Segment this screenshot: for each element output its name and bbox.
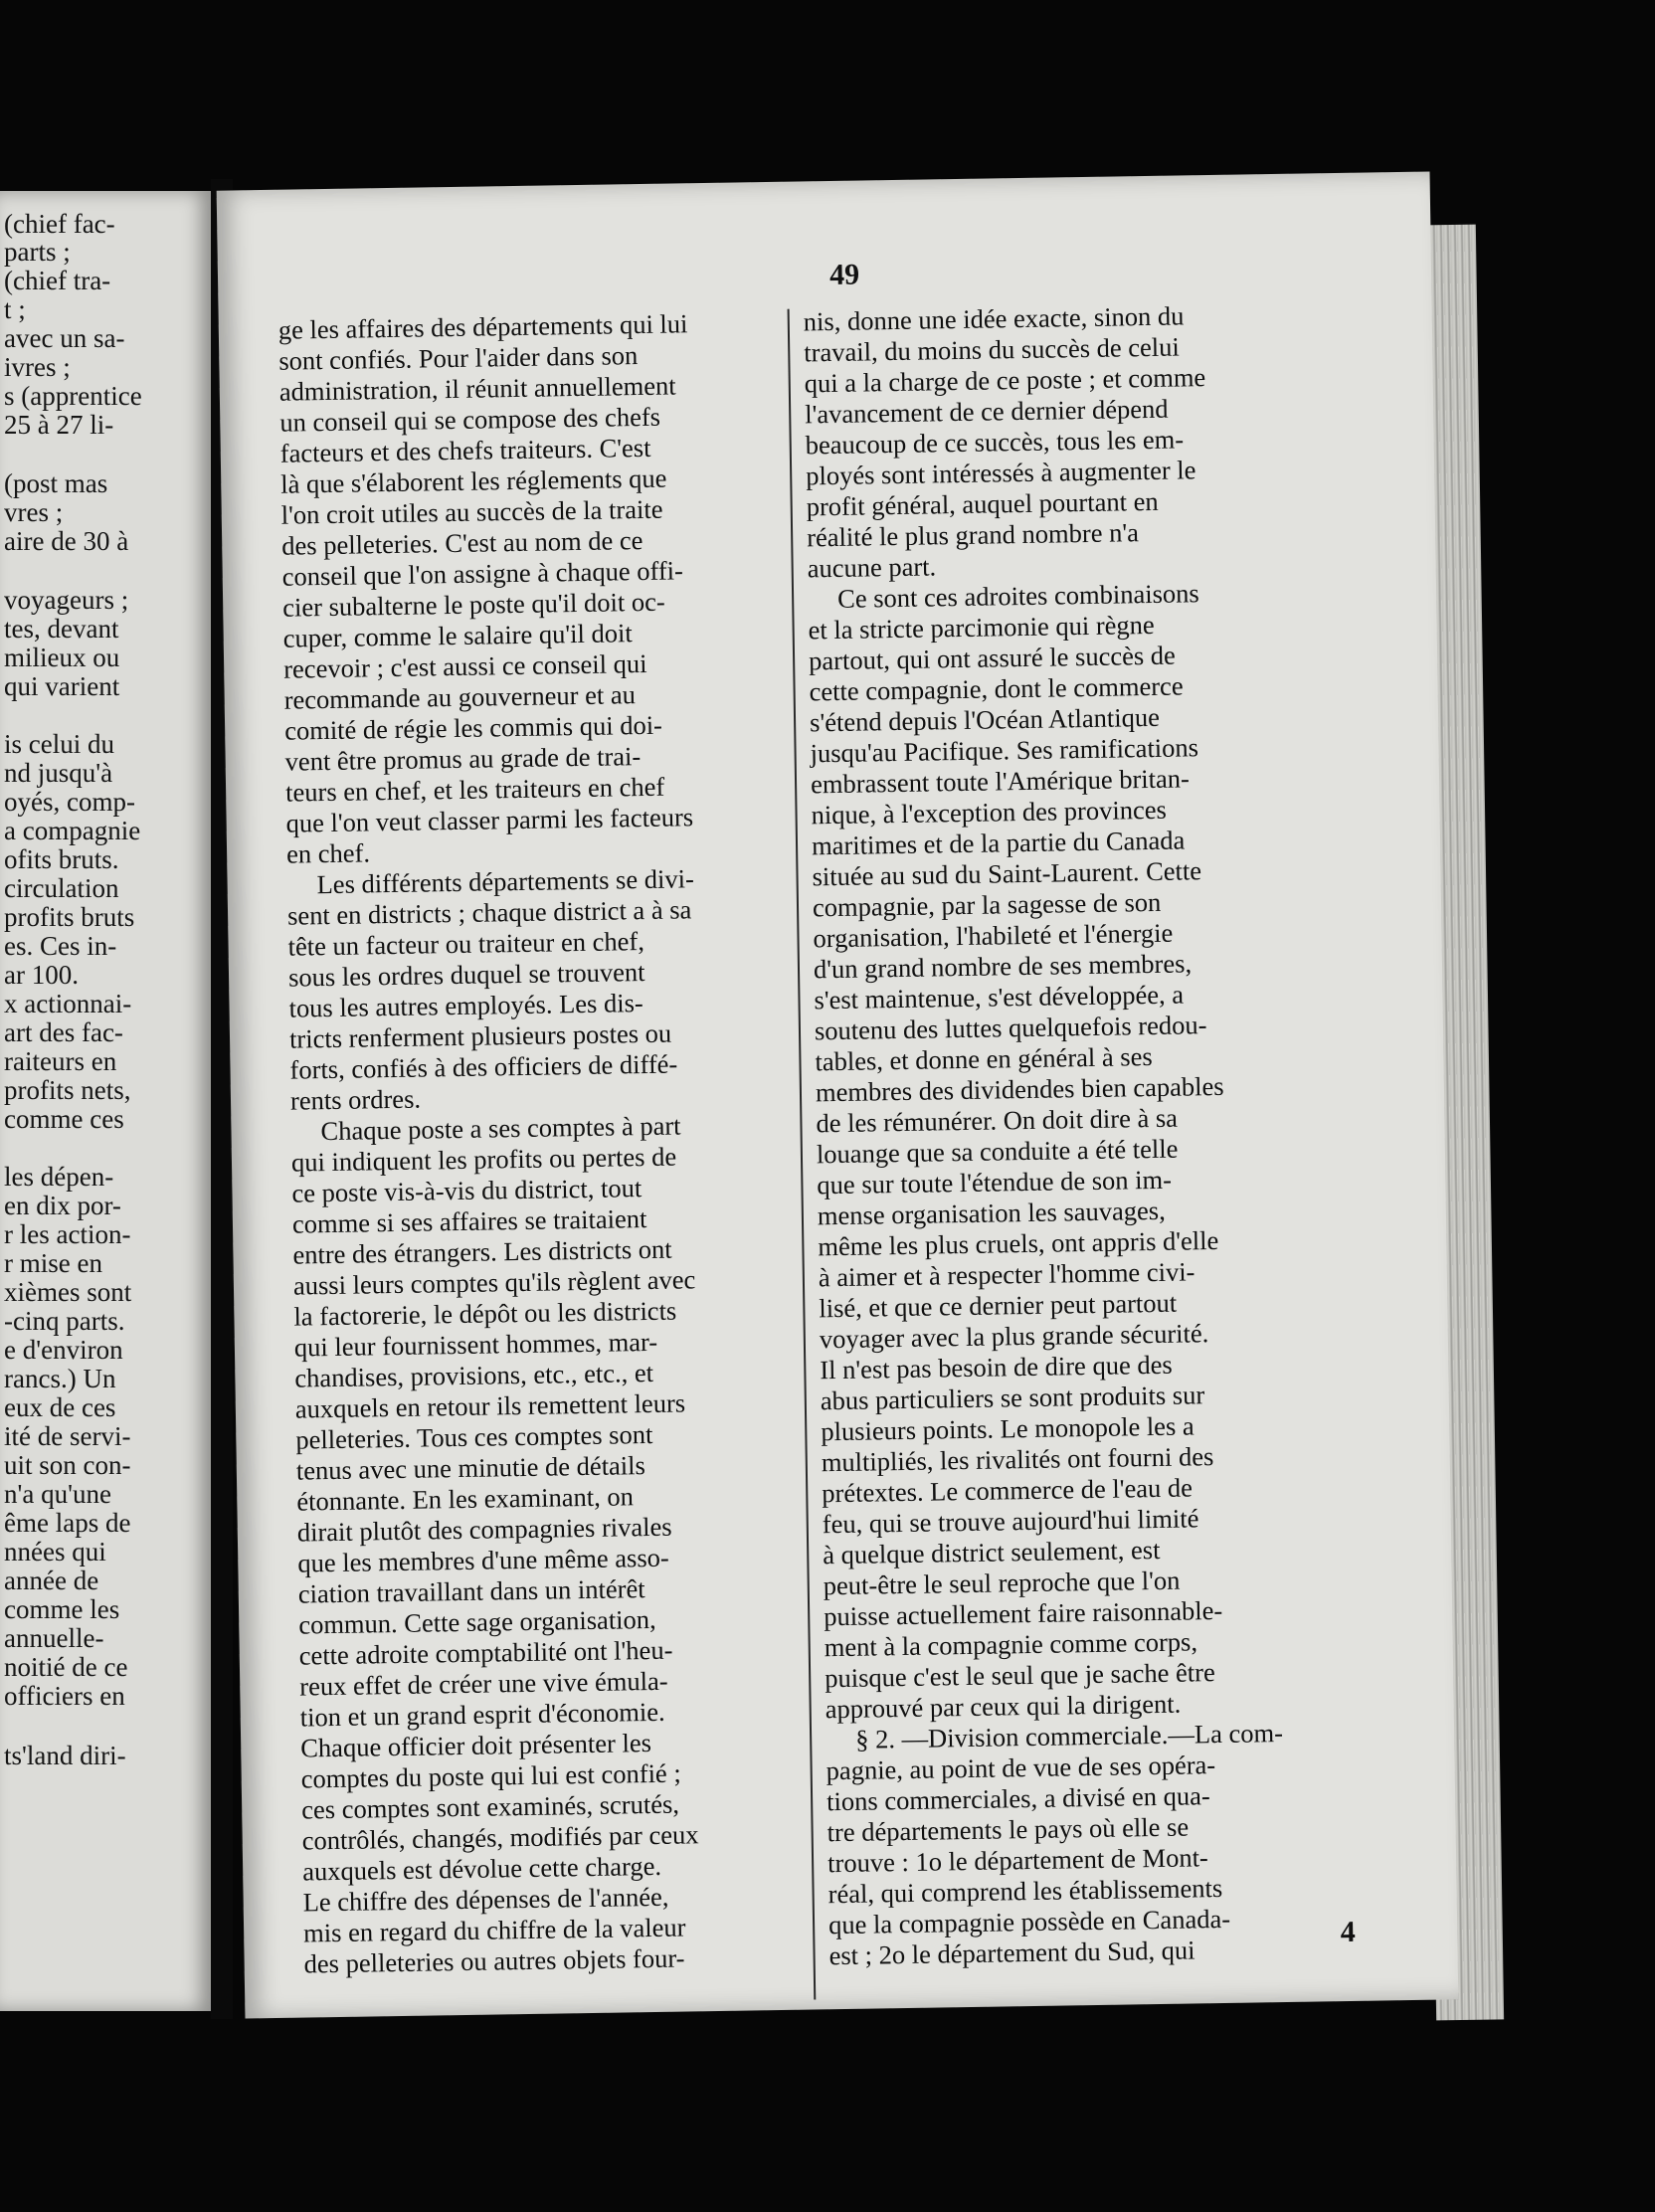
text-line: sous les ordres duquel se trouvent: [287, 957, 645, 993]
left-page-line: -cinq parts.: [4, 1306, 125, 1336]
left-page-line: nd jusqu'à: [4, 758, 113, 788]
left-page-line: es. Ces in-: [4, 931, 117, 961]
left-page-line: a compagnie: [4, 816, 141, 845]
text-line: ployés sont intéressés à augmenter le: [805, 455, 1196, 491]
text-line: l'avancement de ce dernier dépend: [805, 393, 1169, 430]
left-page-line: rancs.) Un: [4, 1364, 116, 1393]
text-line: facteurs et des chefs traiteurs. C'est: [279, 432, 651, 468]
text-line: membres des dividendes bien capables: [815, 1070, 1224, 1108]
left-page-line: année de: [4, 1566, 99, 1595]
text-line: située au sud du Saint-Laurent. Cette: [812, 855, 1202, 892]
left-page-line: ar 100.: [4, 960, 79, 990]
text-line: forts, confiés à des officiers de diffé-: [289, 1048, 678, 1085]
text-line: conseil que l'on assigne à chaque offi-: [281, 555, 684, 592]
text-line: réalité le plus grand nombre n'a: [806, 517, 1140, 553]
text-line: prétextes. Le commerce de l'eau de: [822, 1472, 1194, 1509]
text-line: la factorerie, le dépôt ou les districts: [293, 1295, 677, 1332]
left-page-line: 25 à 27 li-: [4, 410, 114, 440]
text-line: et la stricte parcimonie qui règne: [808, 609, 1155, 645]
text-line: s'est maintenue, s'est développée, a: [814, 979, 1185, 1015]
text-line: en chef.: [285, 837, 371, 869]
text-line: pagnie, au point de vue de ses opéra-: [826, 1750, 1216, 1786]
text-line: qui leur fournissent hommes, mar-: [293, 1326, 658, 1363]
text-line: organisation, l'habileté et l'énergie: [813, 917, 1174, 954]
text-line: rents ordres.: [289, 1083, 422, 1116]
text-line: l'on croit utiles au succès de la traite: [280, 493, 663, 530]
text-line: là que s'élaborent les réglements que: [280, 462, 667, 499]
left-page-line: qui varient: [4, 671, 120, 701]
left-page-line: ofits bruts.: [4, 844, 119, 874]
text-line: Ce sont ces adroites combinaisons: [836, 578, 1199, 614]
text-line: ge les affaires des départements qui lui: [277, 308, 688, 345]
left-facing-page: [0, 191, 211, 2011]
text-line: tables, et donne en général à ses: [815, 1041, 1153, 1077]
text-line: Chaque officier doit présenter les: [300, 1728, 652, 1763]
text-line: cier subalterne le poste qu'il doit oc-: [281, 586, 665, 623]
text-line: que sur toute l'étendue de son im-: [817, 1164, 1173, 1200]
text-line: auxquels est dévolue cette charge.: [301, 1850, 662, 1887]
left-page-line: x actionnai-: [4, 989, 132, 1018]
left-page-line: is celui du: [4, 729, 114, 759]
left-page-line: r les action-: [4, 1219, 131, 1249]
left-page-line: vres ;: [4, 497, 64, 527]
text-line: ment à la compagnie comme corps,: [824, 1626, 1198, 1663]
text-line: à aimer et à respecter l'homme civi-: [818, 1256, 1195, 1293]
text-column-left: [278, 307, 800, 1980]
text-line: § 2. —Division commerciale.—La com-: [854, 1718, 1284, 1754]
text-line: administration, il réunit annuellement: [278, 370, 676, 407]
left-page-line: en dix por-: [4, 1191, 121, 1220]
left-page-line: t ;: [4, 294, 26, 324]
text-line: beaucoup de ce succès, tous les em-: [805, 424, 1185, 461]
text-line: comme si ses affaires se traitaient: [291, 1203, 647, 1239]
left-page-line: officiers en: [4, 1681, 125, 1711]
text-line: maritimes et de la partie du Canada: [811, 825, 1186, 861]
text-line: cette compagnie, dont le commerce: [809, 670, 1184, 707]
text-line: qui indiquent les profits ou pertes de: [290, 1141, 677, 1178]
text-line: auxquels en retour ils remettent leurs: [294, 1387, 686, 1424]
text-line: plusieurs points. Le monopole les a: [821, 1410, 1195, 1447]
text-line: tous les autres employés. Les dis-: [288, 988, 644, 1023]
text-line: un conseil qui se compose des chefs: [279, 401, 661, 438]
text-line: Chaque poste a ses comptes à part: [320, 1110, 681, 1147]
text-line: mis en regard du chiffre de la valeur: [302, 1912, 686, 1948]
text-line: que l'on veut classer parmi les facteurs: [285, 802, 694, 838]
text-line: qui a la charge de ce poste ; et comme: [804, 362, 1206, 399]
text-line: Le chiffre des dépenses de l'année,: [302, 1881, 669, 1918]
text-line: étonnante. En les examinant, on: [296, 1481, 635, 1517]
text-line: d'un grand nombre de ses membres,: [813, 948, 1193, 985]
text-line: abus particuliers se sont produits sur: [820, 1380, 1205, 1416]
page-number: 49: [828, 258, 860, 292]
left-page-line: profits bruts: [4, 902, 135, 932]
text-line: même les plus cruels, ont appris d'elle: [818, 1224, 1219, 1262]
text-line: aussi leurs comptes qu'ils règlent avec: [292, 1264, 696, 1301]
left-page-line: ité de servi-: [4, 1421, 131, 1451]
left-page-line: comme ces: [4, 1104, 124, 1134]
text-line: que la compagnie possède en Canada-: [828, 1903, 1231, 1940]
text-line: voyager avec la plus grande sécurité.: [819, 1318, 1209, 1355]
left-page-line: les dépen-: [4, 1162, 114, 1192]
text-line: mense organisation les sauvages,: [817, 1195, 1166, 1231]
text-line: approuvé par ceux qui la dirigent.: [825, 1688, 1182, 1725]
text-line: aucune part.: [807, 551, 937, 584]
text-line: commun. Cette sage organisation,: [298, 1603, 656, 1640]
text-line: de les rémunérer. On doit dire à sa: [816, 1102, 1179, 1139]
text-line: sont confiés. Pour l'aider dans son: [278, 340, 639, 376]
text-line: vent être promus au grade de trai-: [284, 741, 642, 777]
left-page-line: avec un sa-: [4, 323, 125, 353]
left-page-line: n'a qu'une: [4, 1479, 111, 1509]
left-page-line: xièmes sont: [4, 1277, 132, 1307]
text-line: recommande au gouverneur et au: [283, 679, 637, 715]
text-line: entre des étrangers. Les districts ont: [292, 1233, 672, 1270]
text-line: pelleteries. Tous ces comptes sont: [295, 1418, 653, 1455]
text-line: tête un facteur ou traiteur en chef,: [287, 926, 645, 962]
text-line: soutenu des luttes quelquefois redou-: [814, 1010, 1207, 1046]
text-line: tion et un grand esprit d'économie.: [299, 1696, 665, 1733]
text-line: recevoir ; c'est aussi ce conseil qui: [282, 647, 647, 684]
text-line: louange que sa conduite a été telle: [816, 1133, 1179, 1170]
text-line: puisque c'est le seul que je sache être: [824, 1657, 1215, 1694]
left-page-line: raiteurs en: [4, 1046, 117, 1076]
text-line: partout, qui ont assuré le succès de: [808, 640, 1177, 676]
left-page-line: (chief tra-: [4, 266, 111, 295]
text-line: tenus avec une minutie de détails: [295, 1450, 646, 1486]
text-line: des pelleteries ou autres objets four-: [303, 1942, 685, 1979]
text-line: ces comptes sont examinés, scrutés,: [300, 1788, 680, 1825]
text-line: comité de régie les commis qui doi-: [283, 709, 663, 746]
left-page-line: circulation: [4, 873, 119, 903]
left-page-line: parts ;: [4, 237, 71, 267]
text-line: embrassent toute l'Amérique britan-: [810, 763, 1191, 800]
left-page-line: tes, devant: [4, 614, 119, 644]
left-page-line: uit son con-: [4, 1450, 131, 1480]
right-page: [217, 172, 1459, 2019]
text-line: réal, qui comprend les établissements: [828, 1873, 1223, 1910]
text-line: cette adroite comptabilité ont l'heu-: [298, 1634, 673, 1671]
text-line: teurs en chef, et les traiteurs en chef: [284, 771, 665, 808]
text-line: des pelleteries. C'est au nom de ce: [281, 525, 644, 561]
text-line: peut-être le seul reproche que l'on: [823, 1565, 1181, 1601]
text-line: ciation travaillant dans un intérêt: [297, 1573, 645, 1609]
text-line: multipliés, les rivalités ont fourni des: [821, 1441, 1214, 1478]
left-page-line: milieux ou: [4, 643, 120, 672]
left-page-line: art des fac-: [4, 1017, 123, 1047]
text-line: jusqu'au Pacifique. Ses ramifications: [810, 732, 1199, 769]
left-page-line: voyageurs ;: [4, 585, 129, 615]
text-line: tricts renferment plusieurs postes ou: [288, 1017, 672, 1054]
text-line: que les membres d'une même asso-: [297, 1542, 669, 1578]
left-page-line: noitié de ce: [4, 1652, 128, 1682]
text-line: Les différents départements se divi-: [316, 863, 695, 900]
left-page-line: aire de 30 à: [4, 526, 129, 556]
left-page-line: comme les: [4, 1594, 120, 1624]
text-line: puisse actuellement faire raisonnable-: [823, 1594, 1223, 1632]
left-page-line: ts'land diri-: [4, 1741, 126, 1770]
left-page-line: ême laps de: [4, 1508, 131, 1538]
text-line: comptes du poste qui lui est confié ;: [300, 1757, 681, 1794]
left-page-line: e d'environ: [4, 1335, 123, 1365]
left-page-line: (chief fac-: [4, 209, 115, 239]
text-line: tions commerciales, a divisé en qua-: [826, 1780, 1210, 1817]
text-line: profit général, auquel pourtant en: [806, 485, 1159, 522]
text-line: feu, qui se trouve aujourd'hui limité: [822, 1503, 1199, 1540]
left-page-line: s (apprentice: [4, 381, 142, 411]
left-page-line: oyés, comp-: [4, 787, 135, 817]
left-page-line: nnées qui: [4, 1537, 106, 1567]
text-line: compagnie, par la sagesse de son: [812, 886, 1162, 923]
text-column-right: [804, 299, 1325, 1972]
text-line: trouve : 1o le département de Mont-: [827, 1842, 1208, 1879]
text-line: travail, du moins du succès de celui: [804, 331, 1180, 368]
text-line: s'étend depuis l'Océan Atlantique: [809, 701, 1161, 738]
signature-mark: 4: [1340, 1915, 1357, 1949]
left-page-line: profits nets,: [4, 1075, 131, 1105]
left-page-line: eux de ces: [4, 1392, 116, 1422]
left-page-line: ivres ;: [4, 352, 71, 382]
left-page-line: annuelle-: [4, 1623, 104, 1653]
text-line: chandises, provisions, etc., etc., et: [294, 1357, 654, 1393]
text-line: dirait plutôt des compagnies rivales: [296, 1511, 672, 1548]
text-line: sent en districts ; chaque district a à sa: [286, 894, 692, 931]
text-line: nis, donne une idée exacte, sinon du: [803, 300, 1185, 337]
text-line: Il n'est pas besoin de dire que des: [820, 1349, 1173, 1385]
text-line: est ; 2o le département du Sud, qui: [828, 1935, 1195, 1971]
text-line: nique, à l'exception des provinces: [811, 794, 1168, 830]
text-line: cuper, comme le salaire qu'il doit: [282, 618, 633, 653]
text-line: contrôlés, changés, modifiés par ceux: [301, 1819, 699, 1856]
text-line: lisé, et que ce dernier peut partout: [819, 1287, 1178, 1324]
text-line: à quelque district seulement, est: [823, 1534, 1161, 1570]
text-line: tre départements le pays où elle se: [827, 1811, 1190, 1848]
left-page-line: (post mas: [4, 468, 108, 498]
text-line: ce poste vis-à-vis du district, tout: [291, 1173, 643, 1208]
text-line: reux effet de créer une vive émula-: [299, 1665, 668, 1702]
left-page-line: r mise en: [4, 1248, 102, 1278]
